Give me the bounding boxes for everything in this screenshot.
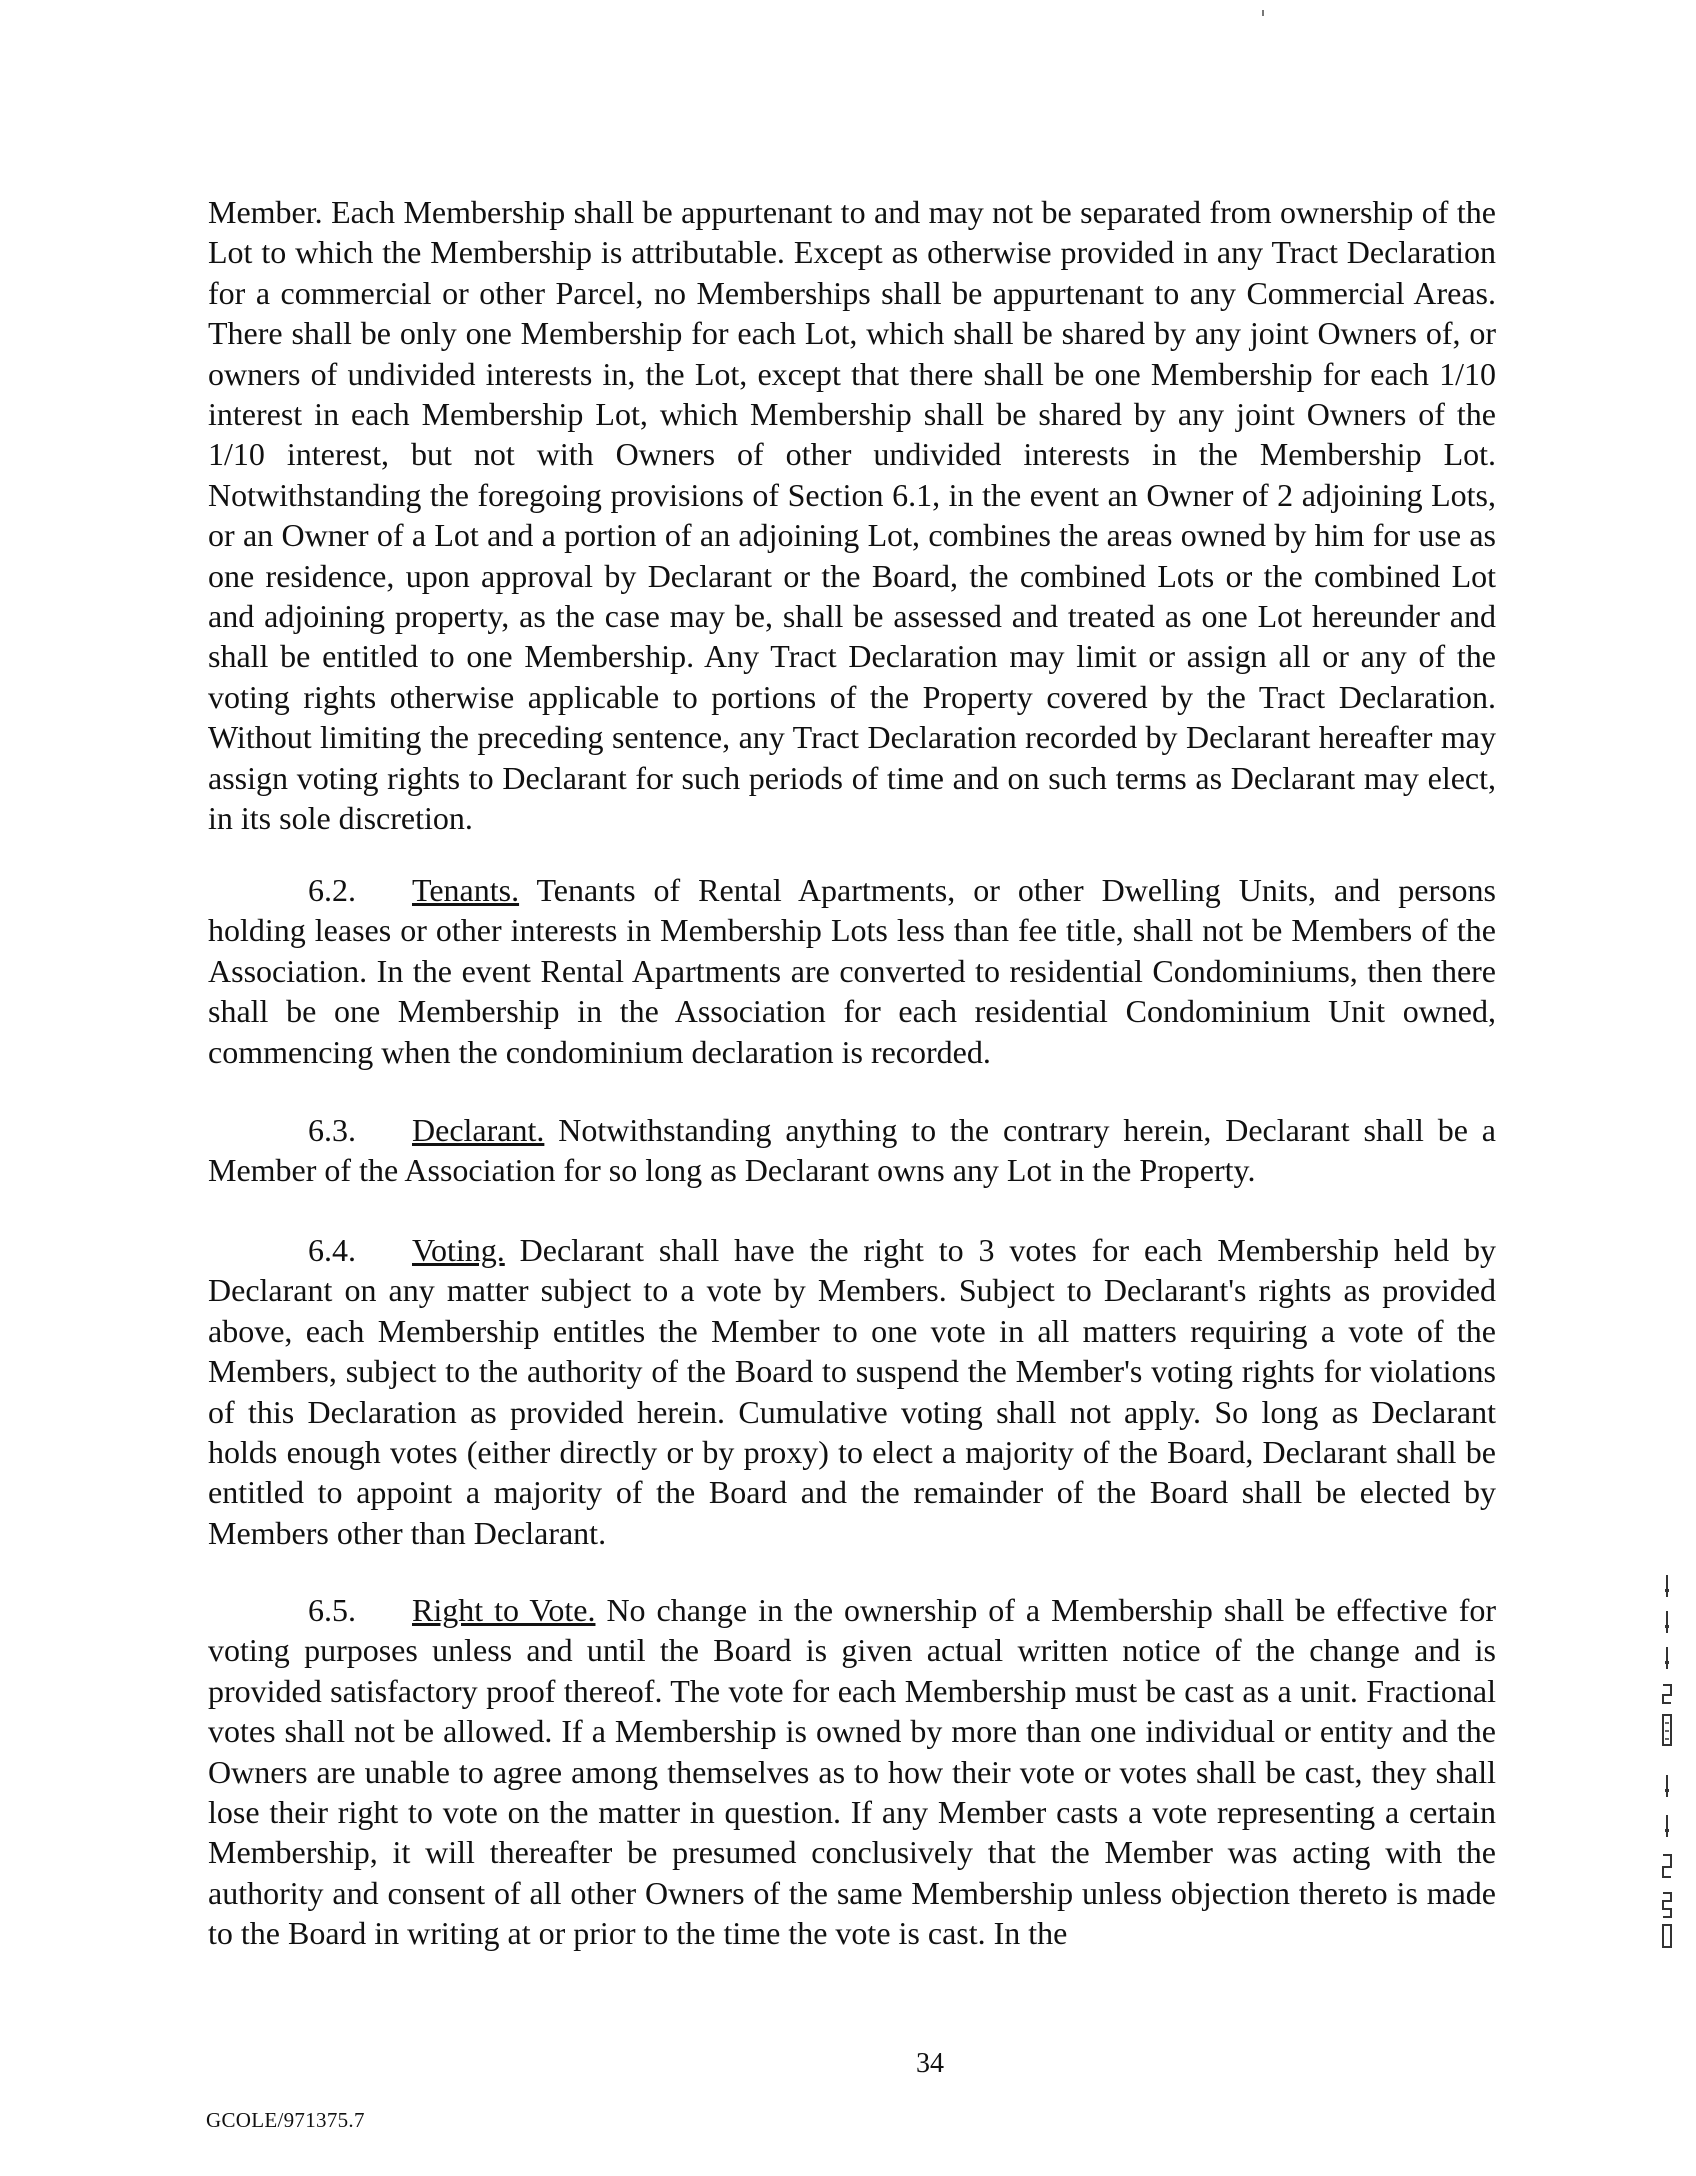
section-heading: Tenants. [412, 872, 520, 908]
scan-mark [1262, 10, 1264, 16]
paragraph-membership-continued: Member. Each Membership shall be appurtenant to and may not be separated from ownership of the Lot to which the Membership is attributable. Except as otherwise provided in any Tract Declaration for a commercial or other Parcel, no Memberships shall be appurtenant to any Commercial Areas. There shall be only one Membership for each Lot, which shall be shared by any joint Owners of, or owners of undivided interests in, the Lot, except that there shall be one Membership for each 1/10 interest in each Membership Lot, which Membership shall be shared by any joint Owners of the 1/10 interest, but not with Owners of other undivided interests in the Membership Lot. Notwithstanding the foregoing provisions of Section 6.1, in the event an Owner of 2 adjoining Lots, or an Owner of a Lot and a portion of an adjoining Lot, combines the areas owned by him for use as one residence, upon approval by Declarant or the Board, the combined Lots or the combined Lot and adjoining property, as the case may be, shall be assessed and treated as one Lot hereunder and shall be entitled to one Membership. Any Tract Declaration may limit or assign all or any of the voting rights otherwise applicable to portions of the Property covered by the Tract Declaration. Without limiting the preceding sentence, any Tract Declaration recorded by Declarant hereafter may assign voting rights to Declarant for such periods of time and on such terms as Declarant may elect, in its sole discretion. [208, 194, 1496, 837]
section-6-4-voting [208, 1230, 1496, 1553]
recording-stamp-mark [1660, 1775, 1674, 1955]
section-text: Tenants of Rental Apartments, or other Dwelling Units, and persons holding leases or other interests in Membership Lots less than fee title, shall not be Members of the Association. In the event Rental Apartments are converted to residential Condominiums, then there shall be one Membership in the Association for each residential Condominium Unit owned, commencing when the condominium declaration is recorded. [208, 872, 1496, 1070]
section-6-2-tenants [208, 870, 1496, 1072]
page-number: 34 [916, 2048, 944, 2079]
section-text: Notwithstanding anything to the contrary herein, Declarant shall be a Member of the Association for so long as Declarant owns any Lot in the Property. [208, 1112, 1496, 1189]
recording-stamp-mark [1660, 1575, 1674, 1755]
section-number: 6.4. [308, 1232, 356, 1268]
section-text: Declarant shall have the right to 3 votes for each Membership held by Declarant on any matter subject to a vote by Members. Subject to Declarant's rights as provided above, each Membership entitles the Member to one vote in all matters requiring a vote of the Members, subject to the authority of the Board to suspend the Member's voting rights for violations of this Declaration as provided herein. Cumulative voting shall not apply. So long as Declarant holds enough votes (either directly or by proxy) to elect a majority of the Board, Declarant shall be entitled to appoint a majority of the Board and the remainder of the Board shall be elected by Members other than Declarant. [208, 1232, 1496, 1551]
section-heading: Voting. [412, 1232, 505, 1268]
section-6-3-declarant [208, 1110, 1496, 1191]
section-heading: Declarant. [412, 1112, 545, 1148]
section-text: No change in the ownership of a Membership shall be effective for voting purposes unless and until the Board is given actual written notice of the change and is provided satisfactory proof thereof. The vote for each Membership must be cast as a unit. Fractional votes shall not be allowed. If a Membership is owned by more than one individual or entity and the Owners are unable to agree among themselves as to how their vote or votes shall be cast, they shall lose their right to vote on the matter in question. If any Member casts a vote representing a certain Membership, it will thereafter be presumed conclusively that the Member was acting with the authority and consent of all other Owners of the same Membership unless objection thereto is made to the Board in writing at or prior to the time the vote is cast. In the [208, 1592, 1497, 1952]
section-heading: Right to Vote. [412, 1592, 596, 1628]
section-6-5-right-to-vote [208, 1590, 1496, 1954]
section-number: 6.2. [308, 872, 356, 908]
section-number: 6.5. [308, 1592, 356, 1628]
section-number: 6.3. [308, 1112, 356, 1148]
document-id-footer: GCOLE/971375.7 [206, 2108, 365, 2132]
